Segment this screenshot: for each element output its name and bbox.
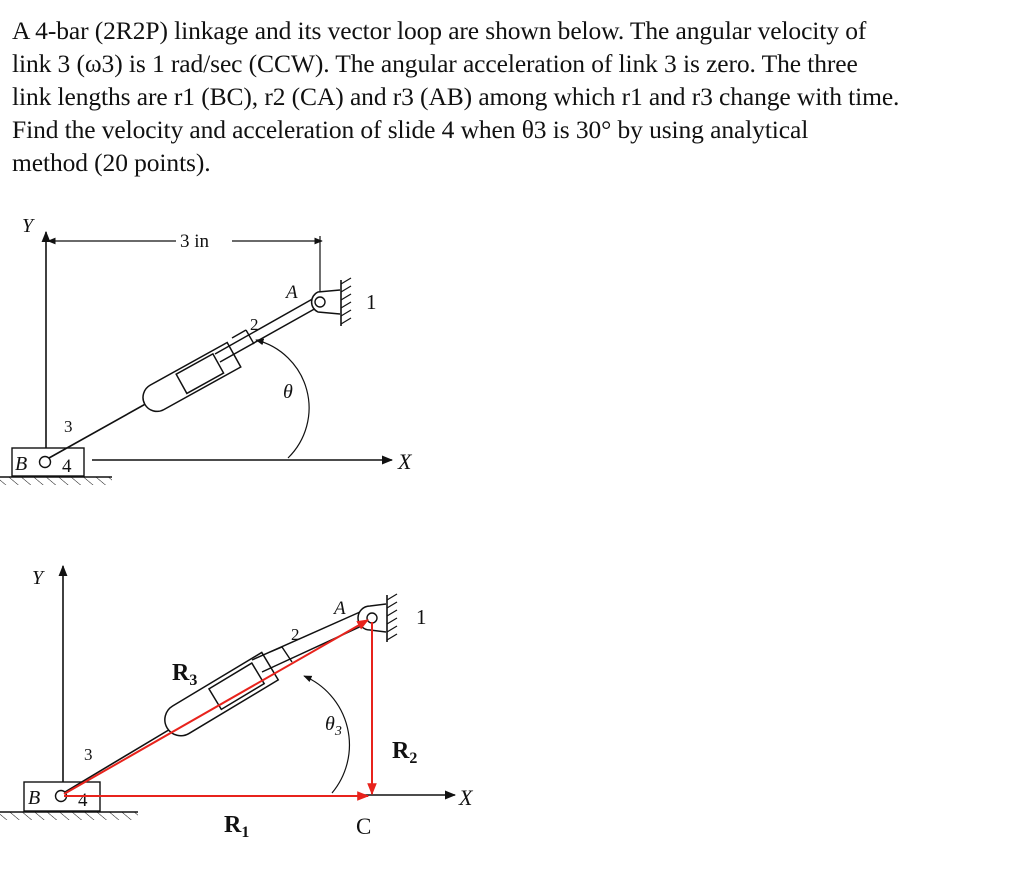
- top-dimension-label: 3 in: [180, 231, 210, 252]
- top-point-a-label: A: [286, 282, 298, 303]
- bottom-pin-a: [367, 613, 377, 623]
- top-point-b-label: B: [15, 453, 28, 475]
- top-angle-label: θ: [283, 381, 293, 403]
- vector-r2-label: $R_2$: [392, 738, 418, 767]
- bottom-x-label: X: [459, 785, 473, 810]
- bottom-link-2-label: 2: [291, 625, 300, 644]
- problem-line-1: A 4-bar (2R2P) linkage and its vector loop are shown below. The angular velocity of: [12, 16, 867, 45]
- top-ground-hatch: [0, 477, 112, 485]
- bottom-link-4-label: 4: [78, 790, 88, 811]
- bottom-y-label: Y: [32, 567, 44, 589]
- bottom-link-3-rod: [65, 728, 172, 792]
- top-pin-a: [315, 297, 325, 307]
- bottom-point-c-label: C: [356, 814, 372, 839]
- vector-r3-label: $R_3$: [172, 660, 198, 689]
- top-link-3-label: 3: [64, 417, 73, 436]
- problem-line-2: link 3 (ω3) is 1 rad/sec (CCW). The angular acceleration of link 3 is zero. The three: [12, 49, 858, 78]
- bottom-angle-label: $\theta_3$: [325, 713, 342, 739]
- bottom-ground-hatch: [0, 812, 138, 820]
- top-y-label: Y: [22, 215, 34, 237]
- top-pin-b: [40, 457, 51, 468]
- bottom-point-b-label: B: [28, 787, 41, 809]
- top-link-4-label: 4: [62, 456, 72, 477]
- figure-top: [0, 215, 413, 485]
- vector-r1-label: $R_1$: [224, 812, 250, 841]
- problem-line-5: method (20 points).: [12, 148, 211, 177]
- figure-bottom: [0, 566, 474, 841]
- top-x-label: X: [398, 449, 412, 474]
- problem-line-3: link lengths are r1 (BC), r2 (CA) and r3 (AB) among which r1 and r3 change with time.: [12, 82, 900, 111]
- top-link-2-label: 2: [250, 315, 259, 334]
- problem-line-4: Find the velocity and acceleration of slide 4 when θ3 is 30° by using analytical: [12, 115, 809, 144]
- top-link-1-label: 1: [366, 290, 377, 314]
- top-link-2-rod-upper: [215, 297, 316, 354]
- bottom-point-a-label: A: [334, 598, 346, 619]
- vector-r3: [64, 620, 368, 794]
- top-link-2-rod-lower: [220, 307, 318, 362]
- bottom-link-3-label: 3: [84, 745, 93, 764]
- top-ground-1-hatch: [341, 278, 351, 324]
- bottom-link-2-rod-upper: [252, 612, 360, 660]
- bottom-ground-1-hatch: [387, 594, 397, 640]
- bottom-link-1-label: 1: [416, 605, 427, 629]
